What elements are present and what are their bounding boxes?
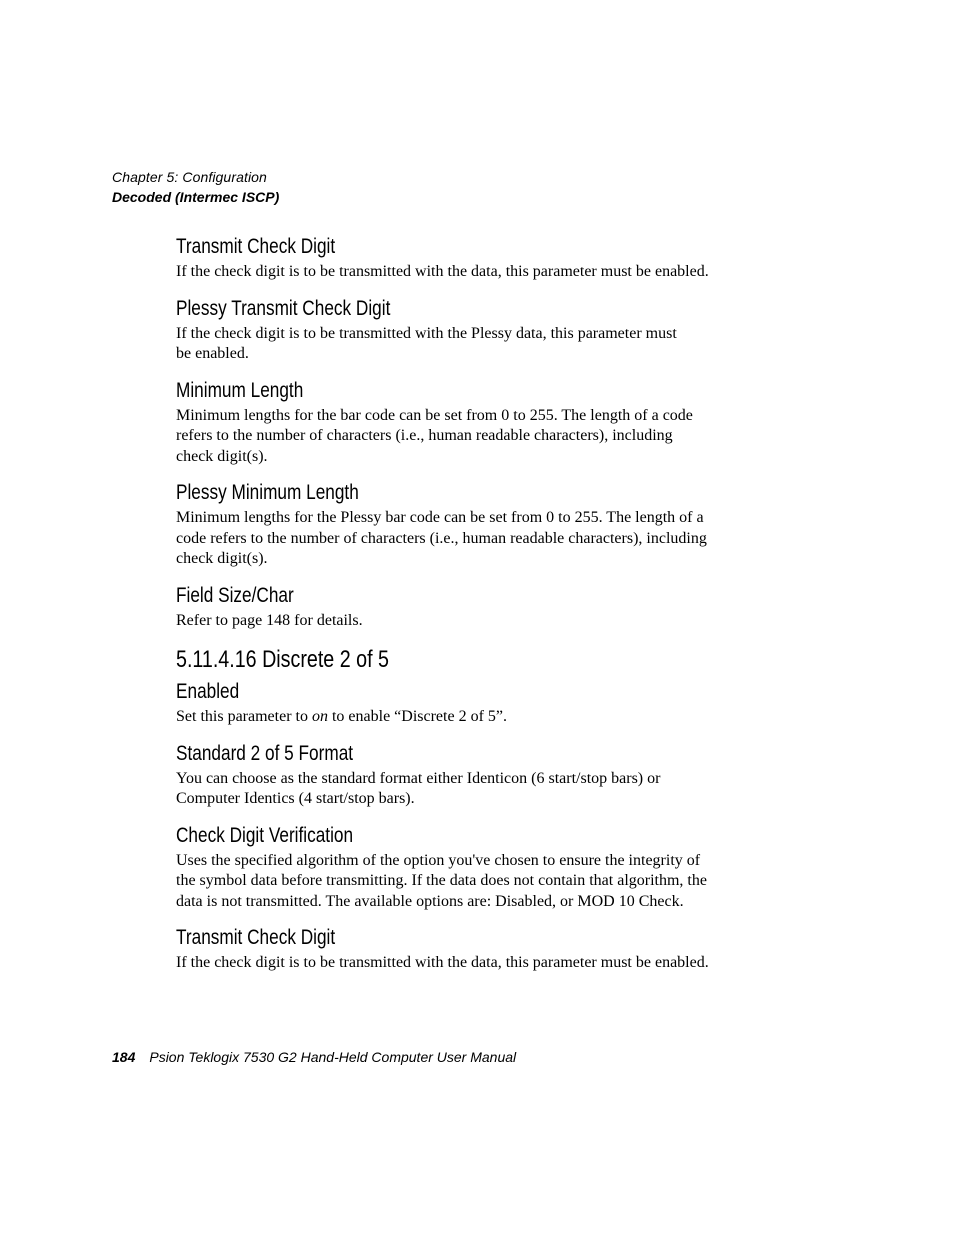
enabled-text-emphasis: on	[311, 708, 328, 725]
standard-2-of-5-format-text-line: Computer Identics (4 start/stop bars).	[176, 790, 415, 807]
plessy-minimum-length-text-line: Minimum lengths for the Plessy bar code can be set from 0 to 255. The length of a	[176, 509, 704, 526]
check-digit-verification-text-line: data is not transmitted. The available options are: Disabled, or MOD 10 Check.	[176, 892, 684, 910]
minimum-length-text-line: refers to the number of characters (i.e., human readable characters), including	[176, 427, 673, 444]
plessy-transmit-check-digit-text-line: If the check digit is to be transmitted with the Plessy data, this parameter must	[176, 324, 677, 342]
field-size-char-text: Refer to page 148 for details.	[176, 611, 363, 629]
transmit-check-digit-2-text: If the check digit is to be transmitted with the data, this parameter must be enabled.	[176, 954, 709, 971]
transmit-check-digit-text: If the check digit is to be transmitted with the data, this parameter must be enabled.	[176, 263, 709, 280]
minimum-length-text-line: Minimum lengths for the bar code can be set from 0 to 255. The length of a code	[176, 406, 693, 424]
page-footer	[112, 1047, 516, 1067]
transmit-check-digit-heading: Transmit Check Digit	[176, 235, 336, 258]
plessy-transmit-check-digit-heading: Plessy Transmit Check Digit	[176, 296, 391, 320]
plessy-minimum-length-heading: Plessy Minimum Length	[176, 481, 359, 504]
chapter-title: Chapter 5: Configuration	[112, 169, 267, 185]
check-digit-verification-heading: Check Digit Verification	[176, 823, 354, 847]
running-header	[112, 167, 279, 207]
standard-2-of-5-format-section	[176, 739, 746, 810]
field-size-char-heading: Field Size/Char	[176, 583, 294, 607]
standard-2-of-5-format-text-line: You can choose as the standard format either Identicon (6 start/stop bars) or	[176, 769, 661, 787]
enabled-text	[176, 707, 746, 728]
check-digit-verification-text-line: Uses the specified algorithm of the option you've chosen to ensure the integrity of	[176, 851, 701, 869]
manual-title: Psion Teklogix 7530 G2 Hand-Held Computer User Manual	[149, 1049, 517, 1065]
plessy-transmit-check-digit-text-line: be enabled.	[176, 345, 249, 362]
transmit-check-digit-section	[176, 232, 746, 283]
minimum-length-heading: Minimum Length	[176, 378, 304, 402]
discrete-2-of-5-heading: 5.11.4.16 Discrete 2 of 5	[176, 646, 389, 673]
transmit-check-digit-2-heading: Transmit Check Digit	[176, 926, 336, 949]
plessy-minimum-length-text-line: check digit(s).	[176, 550, 268, 567]
transmit-check-digit-2-section	[176, 923, 746, 974]
page-content	[176, 232, 746, 974]
plessy-minimum-length-section	[176, 478, 746, 570]
section-title: Decoded (Intermec ISCP)	[112, 189, 280, 205]
minimum-length-section	[176, 376, 746, 468]
minimum-length-text-line: check digit(s).	[176, 447, 268, 465]
plessy-transmit-check-digit-section	[176, 294, 746, 365]
plessy-minimum-length-text-line: code refers to the number of characters (i.e., human readable characters), including	[176, 529, 707, 547]
enabled-heading: Enabled	[176, 680, 240, 703]
page-number: 184	[112, 1049, 136, 1065]
enabled-text-after: to enable “Discrete 2 of 5”.	[327, 708, 507, 725]
enabled-section	[176, 677, 746, 728]
enabled-text-before: Set this parameter to	[176, 708, 312, 725]
standard-2-of-5-format-heading: Standard 2 of 5 Format	[176, 741, 354, 765]
check-digit-verification-section	[176, 821, 746, 913]
check-digit-verification-text-line: the symbol data before transmitting. If the data does not contain that algorithm, the	[176, 872, 707, 889]
field-size-char-section	[176, 581, 746, 632]
